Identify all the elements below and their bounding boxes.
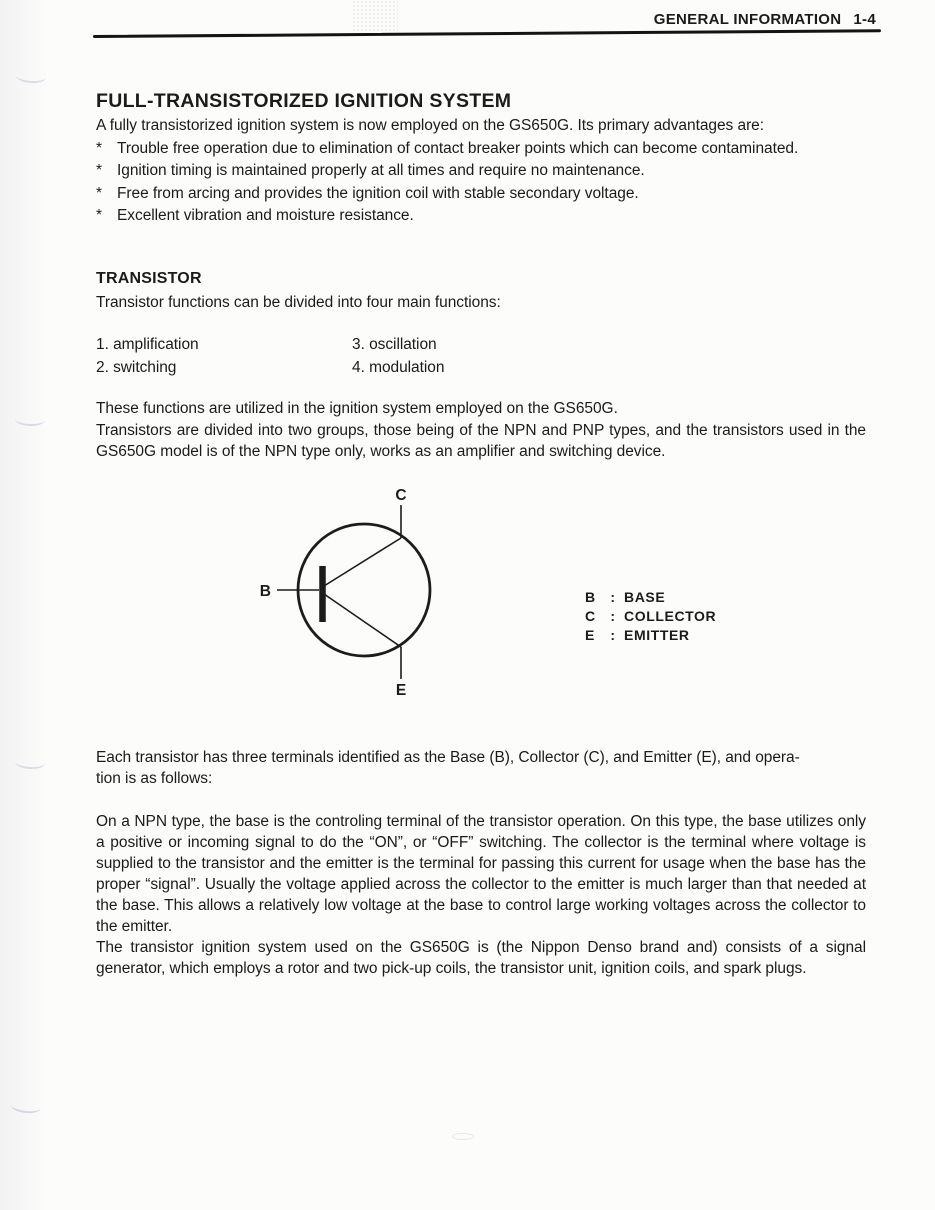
paragraph-line: Each transistor has three terminals identified as the Base (B), Collector (C), and Emitter (E), and opera- [96, 749, 800, 766]
transistor-functions-list [96, 334, 866, 379]
list-item-text: Ignition timing is maintained properly at all times and require no maintenance. [117, 162, 645, 180]
binding-mark [10, 1098, 41, 1114]
bullet-marker: * [96, 207, 102, 225]
scan-halftone-artifact [352, 0, 398, 34]
paragraph-npn-operation: On a NPN type, the base is the controling terminal of the transistor operation. On this type, the base utilizes only a positive or incoming signal to do the “ON”, or “OFF” switching. The collector is the terminal where voltage is supplied to the transistor and the emitter is the terminal for passing this current for usage when the base has the proper “signal”. Usually the voltage applied across the collector to the emitter is much larger than that needed at the base. This allows a relatively low voltage at the base to control large working voltages across the collector to the emitter. [96, 813, 866, 935]
terminal-label-collector: C [395, 487, 407, 504]
list-item [96, 183, 866, 205]
paragraph-functions-utilized: These functions are utilized in the ignition system employed on the GS650G. [96, 400, 618, 417]
list-item-text: Excellent vibration and moisture resistance. [117, 207, 414, 225]
legend-name: COLLECTOR [624, 608, 717, 625]
page-title: FULL-TRANSISTORIZED IGNITION SYSTEM [96, 90, 512, 112]
legend-key: C [585, 608, 596, 625]
bullet-marker: * [96, 184, 102, 202]
scan-smudge [452, 1133, 474, 1140]
terminal-label-emitter: E [395, 682, 407, 699]
list-item: 1. amplification [96, 336, 199, 353]
functions-column-left [96, 334, 352, 379]
legend-key: B [585, 589, 596, 605]
bullet-marker: * [96, 140, 102, 157]
legend-name: EMITTER [624, 627, 690, 644]
binding-mark [15, 755, 46, 770]
legend-row [585, 626, 716, 645]
bullet-marker: * [96, 162, 102, 180]
running-header [654, 11, 876, 28]
list-item [96, 160, 866, 182]
legend-name: BASE [624, 589, 666, 605]
list-item: 3. oscillation [352, 336, 437, 353]
paragraph-terminals [96, 747, 866, 790]
section-heading-transistor: TRANSISTOR [96, 270, 202, 287]
legend-separator: : [610, 608, 616, 625]
transistor-intro-paragraph: Transistor functions can be divided into four main functions: [96, 294, 501, 311]
header-section-label: GENERAL INFORMATION [653, 11, 842, 28]
transistor-diagram [96, 480, 866, 715]
ignition-intro-paragraph: A fully transistorized ignition system is now employed on the GS650G. Its primary advantages are: [96, 117, 765, 134]
advantages-list [96, 138, 866, 228]
header-rule [93, 29, 881, 38]
legend-key: E [585, 627, 595, 644]
list-item: 4. modulation [352, 358, 445, 376]
list-item [96, 138, 866, 160]
npn-transistor-symbol-icon [96, 480, 576, 715]
page-number: 1-4 [853, 11, 876, 28]
legend-separator: : [610, 589, 616, 605]
paragraph-transistor-groups: Transistors are divided into two groups, those being of the NPN and PNP types, and the transistors used in the GS650G model is of the NPN type only, works as an amplifier and switching device. [96, 422, 866, 461]
diagram-legend [585, 588, 716, 646]
functions-column-right [352, 334, 444, 379]
legend-row [585, 588, 716, 607]
paragraph-ignition-system-components: The transistor ignition system used on the GS650G is (the Nippon Denso brand and) consists of a signal generator, which employs a rotor and two pick-up coils, the transistor unit, ignition coils, and spark plugs. [96, 939, 866, 977]
binding-mark [15, 412, 45, 426]
terminal-label-base: B [259, 583, 271, 600]
legend-separator: : [610, 627, 616, 644]
paragraph-line: tion is as follows: [96, 770, 213, 788]
list-item [96, 205, 866, 227]
binding-mark [16, 69, 47, 84]
legend-row [585, 607, 716, 626]
list-item: 2. switching [96, 358, 177, 376]
list-item-text: Free from arcing and provides the ignition coil with stable secondary voltage. [117, 184, 639, 202]
list-item-text: Trouble free operation due to elimination of contact breaker points which can become contaminated. [117, 140, 799, 157]
